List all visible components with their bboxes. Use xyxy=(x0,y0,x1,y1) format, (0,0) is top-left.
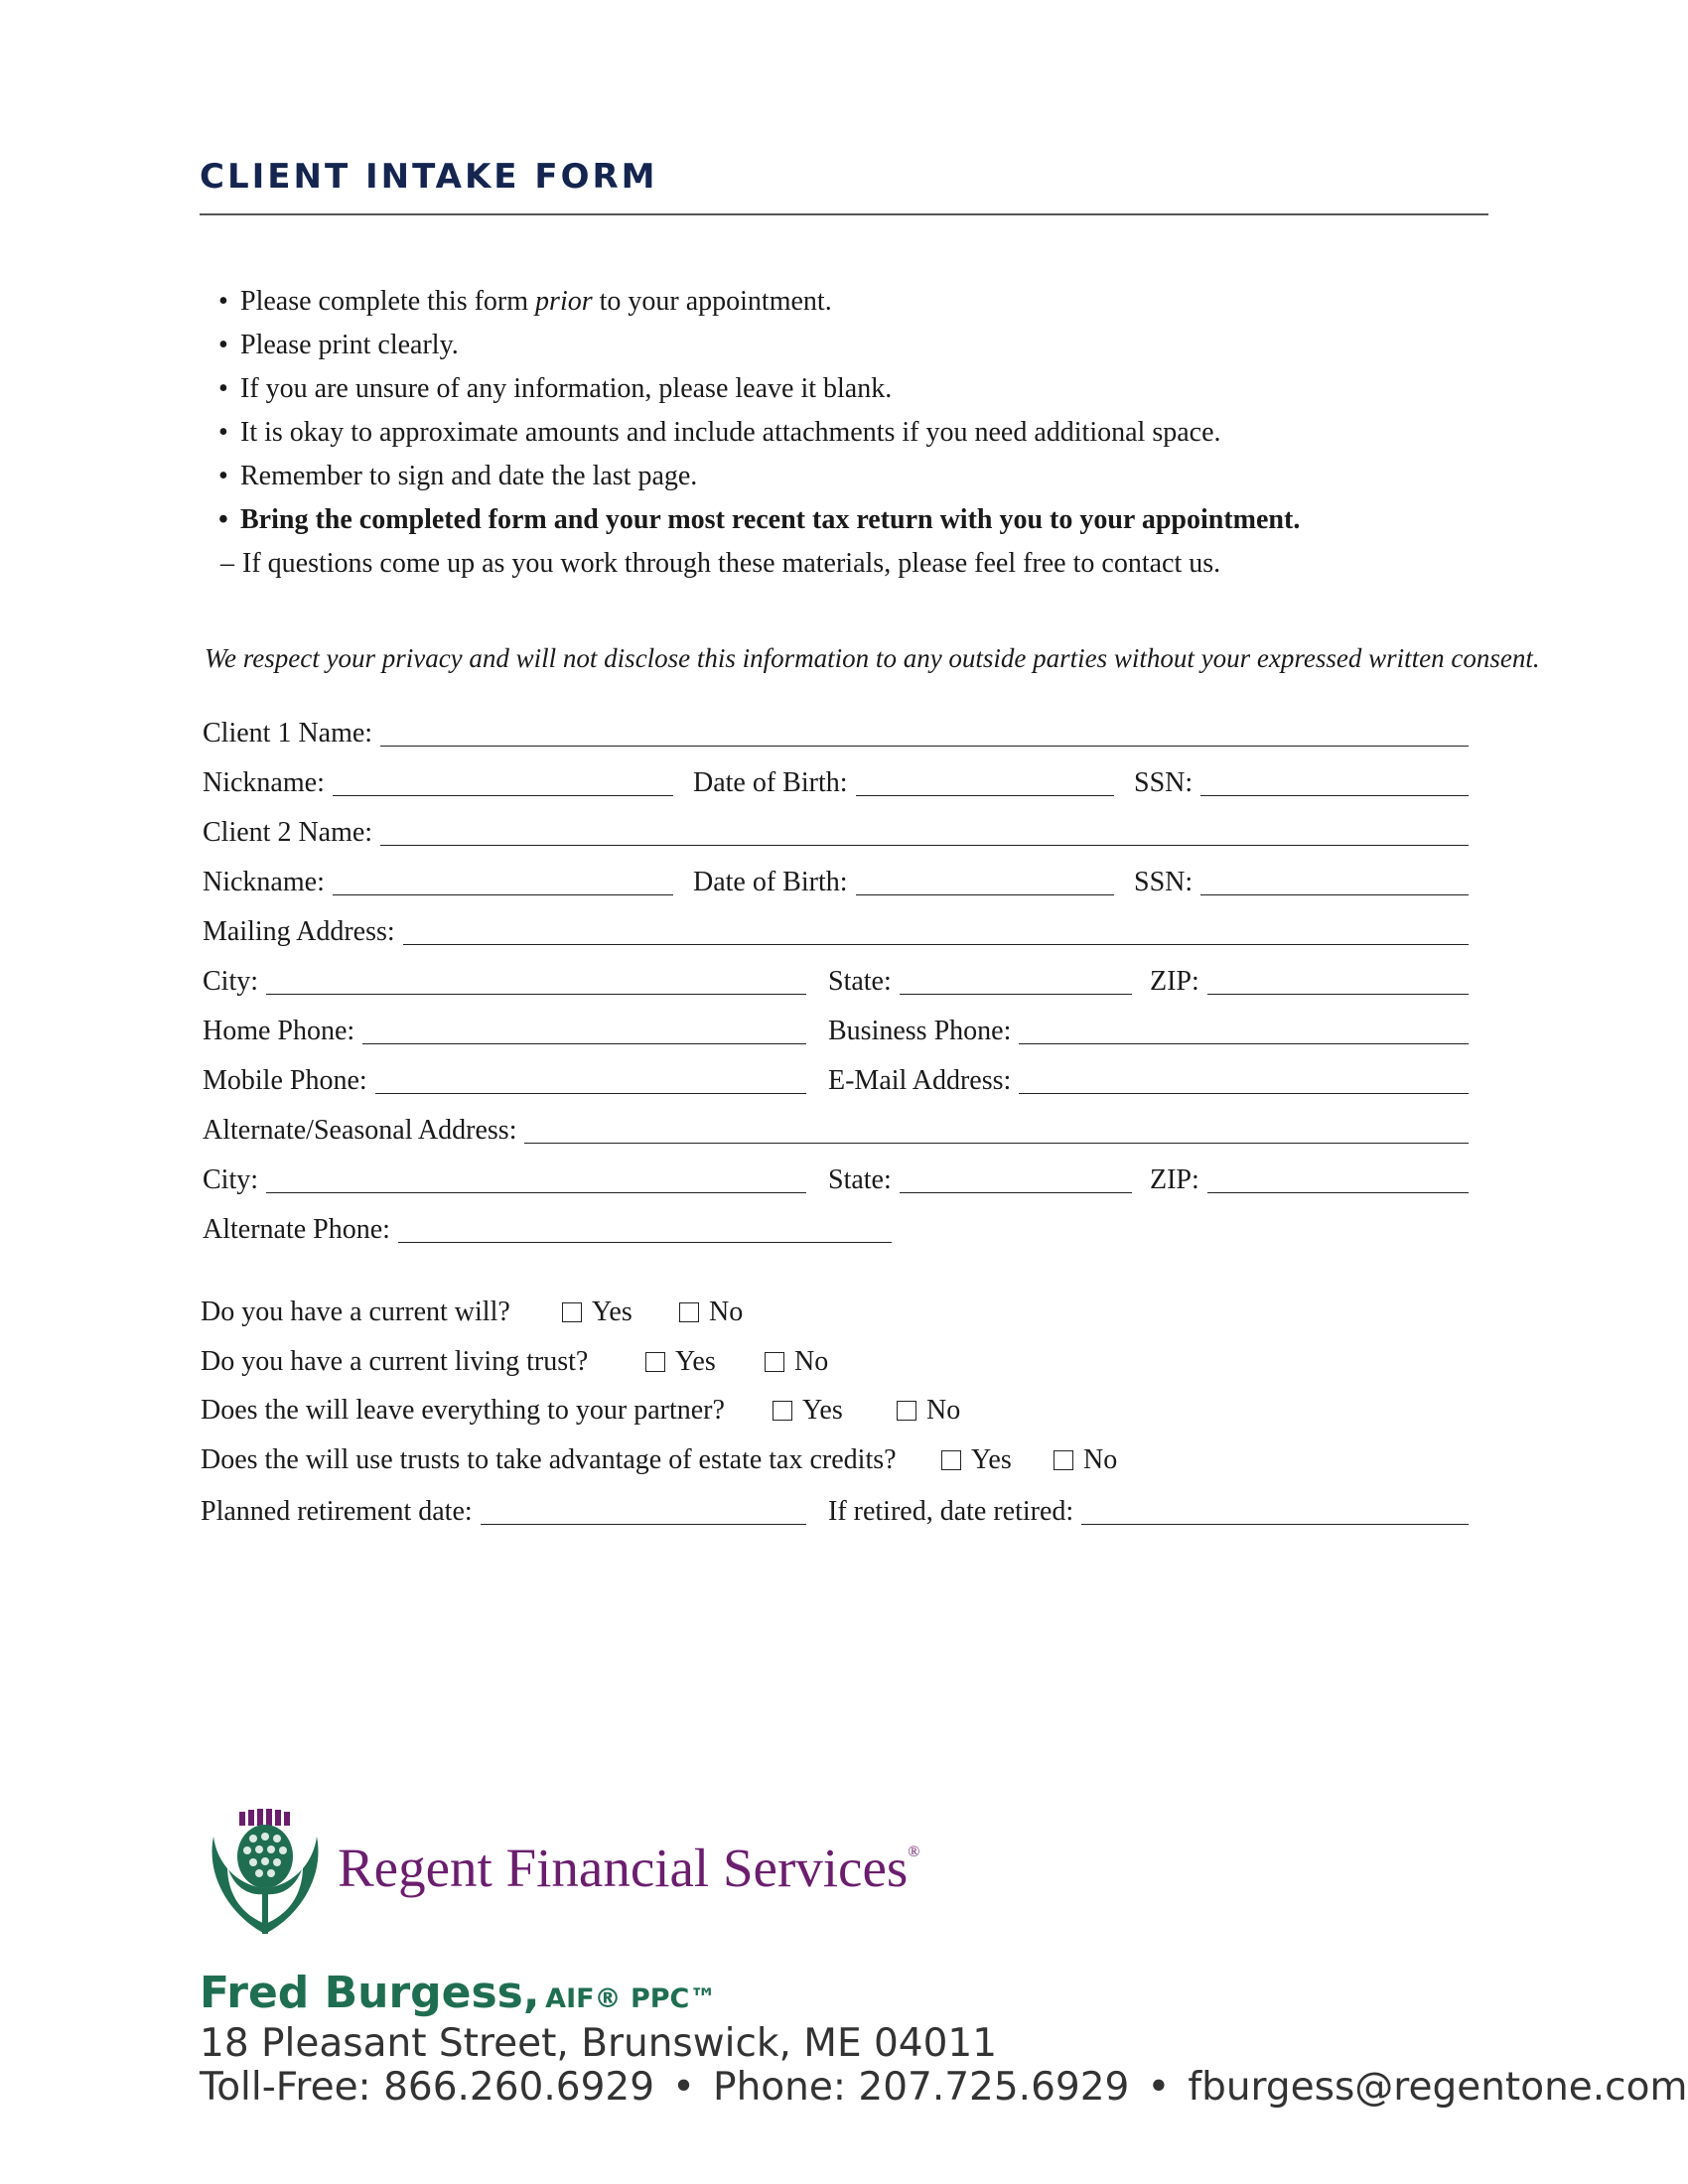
question-partner: Does the will leave everything to your partner? xyxy=(201,1395,725,1426)
estate-yes-checkbox[interactable] xyxy=(941,1450,961,1470)
alt-zip-line[interactable] xyxy=(1207,1166,1469,1193)
advisor-address: 18 Pleasant Street, Brunswick, ME 04011 xyxy=(200,2021,998,2066)
brand-name: Regent Financial Services® xyxy=(338,1838,920,1898)
city-state-zip-row xyxy=(203,961,1469,997)
partner-yes-checkbox[interactable] xyxy=(773,1401,792,1421)
will-yes-checkbox[interactable] xyxy=(562,1302,582,1322)
trust-yes-option[interactable]: Yes xyxy=(645,1344,716,1380)
state-line[interactable] xyxy=(900,968,1132,995)
instruction-item-bold: • Bring the completed form and your most recent tax return with you to your appointment. xyxy=(218,498,1509,542)
ssn2-line[interactable] xyxy=(1200,869,1469,895)
dob1-line[interactable] xyxy=(856,769,1114,796)
will-yes-option[interactable]: Yes xyxy=(562,1295,633,1330)
client2-details-row xyxy=(203,862,1469,897)
planned-retirement-line[interactable] xyxy=(481,1498,806,1525)
client1-details-row xyxy=(203,762,1469,798)
email-link[interactable]: fburgess@regentone.com xyxy=(1188,2065,1688,2110)
ssn2-field[interactable]: SSN: xyxy=(1134,862,1469,897)
state-field[interactable]: State: xyxy=(828,961,1132,997)
question-will-row xyxy=(201,1295,896,1330)
instruction-item: • Please complete this form prior to your appointment. xyxy=(218,280,1509,324)
question-estate: Does the will use trusts to take advantage of estate tax credits? xyxy=(201,1444,897,1475)
business-phone-line[interactable] xyxy=(1019,1018,1469,1044)
estate-no-checkbox[interactable] xyxy=(1054,1450,1073,1470)
title-divider xyxy=(200,213,1488,215)
client1-name-line[interactable] xyxy=(380,720,1469,747)
mobile-email-row xyxy=(203,1060,1469,1096)
city-field[interactable]: City: xyxy=(203,961,806,997)
client2-name-field[interactable]: Client 2 Name: xyxy=(203,812,1469,848)
home-phone-line[interactable] xyxy=(362,1018,806,1044)
partner-no-checkbox[interactable] xyxy=(897,1401,916,1421)
alt-city-field[interactable]: City: xyxy=(203,1160,806,1195)
nickname2-field[interactable]: Nickname: xyxy=(203,862,673,897)
mobile-phone-line[interactable] xyxy=(375,1067,806,1094)
nickname1-line[interactable] xyxy=(333,769,673,796)
phone-number: Phone: 207.725.6929 xyxy=(713,2065,1130,2110)
alt-address-field[interactable]: Alternate/Seasonal Address: xyxy=(203,1110,1469,1146)
email-line[interactable] xyxy=(1019,1067,1469,1094)
ssn1-field[interactable]: SSN: xyxy=(1134,762,1469,798)
will-no-option[interactable]: No xyxy=(679,1295,743,1330)
partner-yes-option[interactable]: Yes xyxy=(773,1393,843,1429)
alt-phone-row xyxy=(203,1209,1469,1245)
will-no-checkbox[interactable] xyxy=(679,1302,699,1322)
question-will: Do you have a current will? xyxy=(201,1297,510,1327)
advisor-name: Fred Burgess, AIF® PPC™ xyxy=(200,1968,717,2018)
ssn1-line[interactable] xyxy=(1200,769,1469,796)
business-phone-field[interactable]: Business Phone: xyxy=(828,1011,1469,1046)
dob1-field[interactable]: Date of Birth: xyxy=(693,762,1114,798)
dob2-field[interactable]: Date of Birth: xyxy=(693,862,1114,897)
phone-row xyxy=(203,1011,1469,1046)
client1-row xyxy=(203,713,1469,749)
alt-phone-line[interactable] xyxy=(398,1216,892,1243)
alt-address-line[interactable] xyxy=(524,1117,1469,1144)
trust-yes-checkbox[interactable] xyxy=(645,1352,665,1372)
instruction-subitem: – If questions come up as you work through these materials, please feel free to contact us. xyxy=(218,542,1509,586)
city-line[interactable] xyxy=(266,968,806,995)
partner-no-option[interactable]: No xyxy=(897,1393,960,1429)
thistle-logo-icon xyxy=(196,1807,335,1941)
client2-name-line[interactable] xyxy=(380,819,1469,846)
alt-zip-field[interactable]: ZIP: xyxy=(1150,1160,1469,1195)
privacy-notice: We respect your privacy and will not disclose this information to any outside parties without your expressed written consent. xyxy=(205,643,1540,673)
instruction-item: • If you are unsure of any information, please leave it blank. xyxy=(218,367,1509,411)
alt-city-line[interactable] xyxy=(266,1166,806,1193)
home-phone-field[interactable]: Home Phone: xyxy=(203,1011,806,1046)
email-field[interactable]: E-Mail Address: xyxy=(828,1060,1469,1096)
question-trust: Do you have a current living trust? xyxy=(201,1346,589,1377)
alt-city-state-zip-row xyxy=(203,1160,1469,1195)
mailing-address-row xyxy=(203,911,1469,947)
instructions-list xyxy=(218,280,1509,586)
retirement-row xyxy=(201,1491,1469,1527)
date-retired-line[interactable] xyxy=(1081,1498,1469,1525)
dob2-line[interactable] xyxy=(856,869,1114,895)
mailing-address-field[interactable]: Mailing Address: xyxy=(203,911,1469,947)
question-estate-row xyxy=(201,1442,1293,1478)
instruction-item: • It is okay to approximate amounts and include attachments if you need additional space. xyxy=(218,411,1509,455)
estate-no-option[interactable]: No xyxy=(1054,1442,1117,1478)
alt-phone-field[interactable]: Alternate Phone: xyxy=(203,1209,892,1245)
alt-address-row xyxy=(203,1110,1469,1146)
client2-row xyxy=(203,812,1469,848)
nickname1-field[interactable]: Nickname: xyxy=(203,762,673,798)
advisor-contact: Toll-Free: 866.260.6929 • Phone: 207.725.6929 • fburgess@regentone.com xyxy=(200,2065,1688,2110)
zip-line[interactable] xyxy=(1207,968,1469,995)
question-trust-row xyxy=(201,1344,995,1380)
mailing-address-line[interactable] xyxy=(403,918,1469,945)
page-title: CLIENT INTAKE FORM xyxy=(200,157,658,197)
instruction-item: • Please print clearly. xyxy=(218,324,1509,367)
planned-retirement-field[interactable]: Planned retirement date: xyxy=(201,1491,806,1527)
instruction-item: • Remember to sign and date the last page. xyxy=(218,455,1509,498)
nickname2-line[interactable] xyxy=(333,869,673,895)
trust-no-option[interactable]: No xyxy=(765,1344,828,1380)
alt-state-line[interactable] xyxy=(900,1166,1132,1193)
tollfree-number: Toll-Free: 866.260.6929 xyxy=(200,2065,655,2110)
zip-field[interactable]: ZIP: xyxy=(1150,961,1469,997)
estate-yes-option[interactable]: Yes xyxy=(941,1442,1012,1478)
trust-no-checkbox[interactable] xyxy=(765,1352,784,1372)
client1-name-field[interactable]: Client 1 Name: xyxy=(203,713,1469,749)
alt-state-field[interactable]: State: xyxy=(828,1160,1132,1195)
question-partner-row xyxy=(201,1393,1094,1429)
date-retired-field[interactable]: If retired, date retired: xyxy=(828,1491,1469,1527)
mobile-phone-field[interactable]: Mobile Phone: xyxy=(203,1060,806,1096)
